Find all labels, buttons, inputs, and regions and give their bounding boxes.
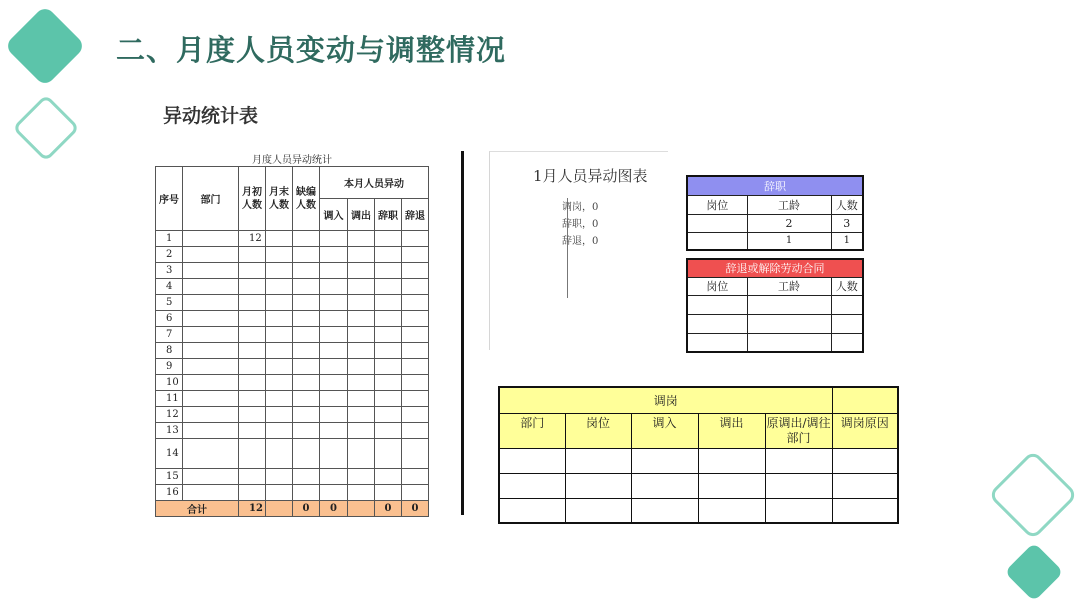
stats-cell-out [348,247,375,263]
stats-cell-start [239,469,266,485]
stats-cell-start: 12 [239,231,266,247]
table-row [156,423,429,439]
stats-cell-dismiss [402,485,429,501]
stats-cell-dept [183,407,239,423]
section-subtitle: 异动统计表 [163,105,259,127]
table-row [156,469,429,485]
dismiss-table [686,258,864,353]
resign-col-position: 岗位 [687,195,747,214]
transfer-cell [499,473,565,498]
stats-cell-start [239,407,266,423]
resign-cell: 1 [831,232,863,250]
col-header-in: 调入 [320,199,348,231]
transfer-row [499,473,898,498]
stats-cell-vacancy [293,311,320,327]
table-row [156,375,429,391]
stats-cell-in [320,375,348,391]
transfer-cell [832,473,898,498]
table-row [156,311,429,327]
monthly-stats-table [155,151,429,517]
table-row [156,391,429,407]
stats-cell-out [348,407,375,423]
table-row [156,439,429,469]
total-cell-in: 0 [320,501,348,517]
stats-cell-dept [183,391,239,407]
total-label: 合计 [156,501,239,517]
stats-cell-vacancy [293,279,320,295]
stats-cell-resign [375,469,402,485]
col-header-end: 月末人数 [266,167,293,231]
chart-label-dismiss: 辞退，0 [562,236,599,247]
stats-cell-resign [375,247,402,263]
total-cell-end [266,501,293,517]
transfer-col-in: 调入 [631,413,698,448]
stats-cell-out [348,343,375,359]
stats-cell-dept [183,295,239,311]
stats-cell-in [320,407,348,423]
stats-cell-dept [183,359,239,375]
stats-cell-dismiss [402,359,429,375]
transfer-row [499,448,898,473]
stats-cell-out [348,439,375,469]
resign-col-count: 人数 [831,195,863,214]
transfer-col-out: 调出 [698,413,765,448]
chart-leader-line [567,198,568,298]
stats-cell-dismiss [402,469,429,485]
stats-cell-dismiss [402,327,429,343]
transfer-col-reason: 调岗原因 [832,413,898,448]
stats-cell-seq: 15 [156,469,183,485]
transfer-cell [832,448,898,473]
stats-cell-start [239,295,266,311]
stats-cell-in [320,231,348,247]
stats-cell-end [266,375,293,391]
stats-cell-seq: 9 [156,359,183,375]
dismiss-row [687,333,863,352]
stats-cell-resign [375,485,402,501]
stats-cell-start [239,279,266,295]
resign-row [687,214,863,232]
stats-cell-dept [183,311,239,327]
transfer-cell [832,498,898,523]
stats-cell-in [320,311,348,327]
stats-cell-resign [375,263,402,279]
stats-cell-dismiss [402,423,429,439]
table-row [156,279,429,295]
stats-cell-dismiss [402,391,429,407]
stats-cell-out [348,469,375,485]
transfer-cell [698,473,765,498]
stats-cell-seq: 3 [156,263,183,279]
transfer-cell [499,448,565,473]
table-row [156,407,429,423]
stats-cell-in [320,485,348,501]
dismiss-row [687,314,863,333]
col-header-change-group: 本月人员异动 [320,167,429,199]
stats-cell-end [266,247,293,263]
stats-cell-resign [375,295,402,311]
stats-cell-end [266,469,293,485]
stats-cell-dept [183,231,239,247]
dismiss-cell [687,314,747,333]
transfer-cell [698,448,765,473]
vertical-divider [461,151,464,515]
table-row [156,327,429,343]
stats-cell-vacancy [293,295,320,311]
transfer-header-blank [832,387,898,413]
total-cell-start: 12 [239,501,266,517]
stats-cell-vacancy [293,469,320,485]
stats-cell-vacancy [293,359,320,375]
stats-cell-out [348,231,375,247]
stats-cell-dept [183,247,239,263]
transfer-row [499,498,898,523]
stats-cell-seq: 12 [156,407,183,423]
stats-cell-start [239,327,266,343]
transfer-table [498,386,899,524]
stats-cell-in [320,391,348,407]
stats-cell-dept [183,485,239,501]
col-header-dept: 部门 [183,167,239,231]
stats-cell-dismiss [402,295,429,311]
stats-cell-end [266,423,293,439]
transfer-cell [631,448,698,473]
stats-cell-end [266,263,293,279]
stats-cell-resign [375,343,402,359]
stats-cell-dept [183,439,239,469]
stats-cell-dept [183,343,239,359]
resign-cell [687,214,747,232]
stats-cell-seq: 6 [156,311,183,327]
transfer-cell [499,498,565,523]
dismiss-cell [747,333,831,352]
total-cell-vacancy: 0 [293,501,320,517]
dismiss-cell [687,333,747,352]
stats-cell-dept [183,423,239,439]
table-row [156,263,429,279]
transfer-cell [765,473,832,498]
stats-cell-resign [375,231,402,247]
total-cell-out [348,501,375,517]
stats-cell-start [239,311,266,327]
stats-cell-seq: 14 [156,439,183,469]
stats-cell-dismiss [402,375,429,391]
stats-cell-out [348,327,375,343]
stats-cell-resign [375,439,402,469]
dismiss-cell [831,314,863,333]
stats-cell-out [348,423,375,439]
stats-cell-out [348,311,375,327]
transfer-cell [631,498,698,523]
stats-cell-dept [183,279,239,295]
stats-cell-dept [183,469,239,485]
stats-cell-resign [375,375,402,391]
stats-cell-out [348,263,375,279]
stats-cell-vacancy [293,247,320,263]
stats-cell-start [239,247,266,263]
stats-cell-seq: 13 [156,423,183,439]
stats-cell-dismiss [402,247,429,263]
stats-cell-vacancy [293,231,320,247]
stats-cell-seq: 2 [156,247,183,263]
dismiss-header: 辞退或解除劳动合同 [687,259,863,277]
col-header-start: 月初人数 [239,167,266,231]
table-row [156,231,429,247]
resign-cell: 3 [831,214,863,232]
stats-cell-in [320,439,348,469]
stats-cell-start [239,263,266,279]
col-header-out: 调出 [348,199,375,231]
transfer-cell [698,498,765,523]
stats-cell-dismiss [402,407,429,423]
transfer-col-position: 岗位 [565,413,631,448]
dismiss-col-tenure: 工龄 [747,277,831,295]
stats-cell-end [266,311,293,327]
table-row [156,485,429,501]
transfer-header: 调岗 [499,387,832,413]
chart-label-resign: 辞职，0 [562,219,599,230]
stats-cell-vacancy [293,485,320,501]
stats-cell-end [266,439,293,469]
table-row [156,343,429,359]
stats-cell-resign [375,311,402,327]
stats-cell-end [266,391,293,407]
stats-cell-resign [375,407,402,423]
dismiss-cell [747,314,831,333]
stats-cell-resign [375,423,402,439]
stats-cell-out [348,279,375,295]
transfer-cell [565,448,631,473]
table-row [156,247,429,263]
stats-cell-out [348,375,375,391]
stats-cell-in [320,359,348,375]
stats-cell-in [320,343,348,359]
stats-cell-end [266,231,293,247]
stats-cell-end [266,407,293,423]
decor-diamond-top-filled [4,5,86,87]
stats-cell-start [239,343,266,359]
stats-cell-out [348,485,375,501]
transfer-cell [565,498,631,523]
stats-cell-dismiss [402,263,429,279]
stats-cell-in [320,469,348,485]
transfer-col-origin-dept: 原调出/调往部门 [765,413,832,448]
col-header-dismiss: 辞退 [402,199,429,231]
table-row [156,295,429,311]
stats-cell-end [266,485,293,501]
resign-cell: 2 [747,214,831,232]
stats-cell-end [266,279,293,295]
stats-cell-dept [183,327,239,343]
total-cell-dismiss: 0 [402,501,429,517]
stats-cell-dismiss [402,343,429,359]
transfer-cell [765,448,832,473]
resign-col-tenure: 工龄 [747,195,831,214]
col-header-vacancy: 缺编人数 [293,167,320,231]
stats-cell-start [239,359,266,375]
col-header-seq: 序号 [156,167,183,231]
stats-cell-vacancy [293,263,320,279]
stats-cell-seq: 5 [156,295,183,311]
table-row [156,359,429,375]
stats-cell-end [266,295,293,311]
stats-cell-start [239,391,266,407]
stats-cell-in [320,279,348,295]
resign-header: 辞职 [687,176,863,195]
chart-label-transfer: 调岗，0 [562,202,599,213]
stats-cell-vacancy [293,423,320,439]
page-title: 二、月度人员变动与调整情况 [116,33,507,67]
stats-cell-in [320,295,348,311]
stats-cell-dismiss [402,311,429,327]
stats-cell-start [239,439,266,469]
stats-cell-in [320,423,348,439]
stats-cell-dismiss [402,231,429,247]
stats-cell-seq: 11 [156,391,183,407]
stats-cell-dept [183,375,239,391]
stats-cell-start [239,485,266,501]
stats-cell-out [348,295,375,311]
transfer-cell [631,473,698,498]
dismiss-cell [687,295,747,314]
stats-cell-seq: 4 [156,279,183,295]
col-header-resign: 辞职 [375,199,402,231]
transfer-col-dept: 部门 [499,413,565,448]
stats-cell-dismiss [402,279,429,295]
dismiss-cell [831,295,863,314]
stats-cell-resign [375,391,402,407]
dismiss-col-position: 岗位 [687,277,747,295]
stats-caption: 月度人员异动统计 [156,151,429,167]
stats-cell-seq: 16 [156,485,183,501]
stats-cell-start [239,375,266,391]
decor-diamond-bottom-filled [1004,542,1063,601]
stats-cell-out [348,391,375,407]
stats-cell-resign [375,359,402,375]
stats-cell-vacancy [293,439,320,469]
stats-cell-end [266,359,293,375]
resign-row [687,232,863,250]
resign-table [686,175,864,251]
dismiss-row [687,295,863,314]
stats-cell-in [320,247,348,263]
decor-diamond-bottom-outline [988,450,1079,541]
stats-cell-dismiss [402,439,429,469]
stats-cell-dept [183,263,239,279]
stats-cell-vacancy [293,407,320,423]
dismiss-col-count: 人数 [831,277,863,295]
resign-cell [687,232,747,250]
stats-cell-vacancy [293,391,320,407]
stats-cell-resign [375,279,402,295]
chart-title: 1月人员异动图表 [533,167,648,185]
stats-cell-in [320,263,348,279]
stats-cell-out [348,359,375,375]
stats-cell-start [239,423,266,439]
dismiss-cell [831,333,863,352]
dismiss-cell [747,295,831,314]
total-cell-resign: 0 [375,501,402,517]
stats-cell-seq: 10 [156,375,183,391]
resign-cell: 1 [747,232,831,250]
transfer-cell [765,498,832,523]
decor-diamond-top-outline [12,94,80,162]
total-row [156,501,429,517]
stats-cell-end [266,343,293,359]
stats-cell-seq: 1 [156,231,183,247]
stats-cell-end [266,327,293,343]
stats-cell-vacancy [293,327,320,343]
stats-cell-vacancy [293,343,320,359]
stats-cell-seq: 7 [156,327,183,343]
transfer-cell [565,473,631,498]
stats-cell-resign [375,327,402,343]
stats-cell-vacancy [293,375,320,391]
stats-cell-seq: 8 [156,343,183,359]
stats-cell-in [320,327,348,343]
